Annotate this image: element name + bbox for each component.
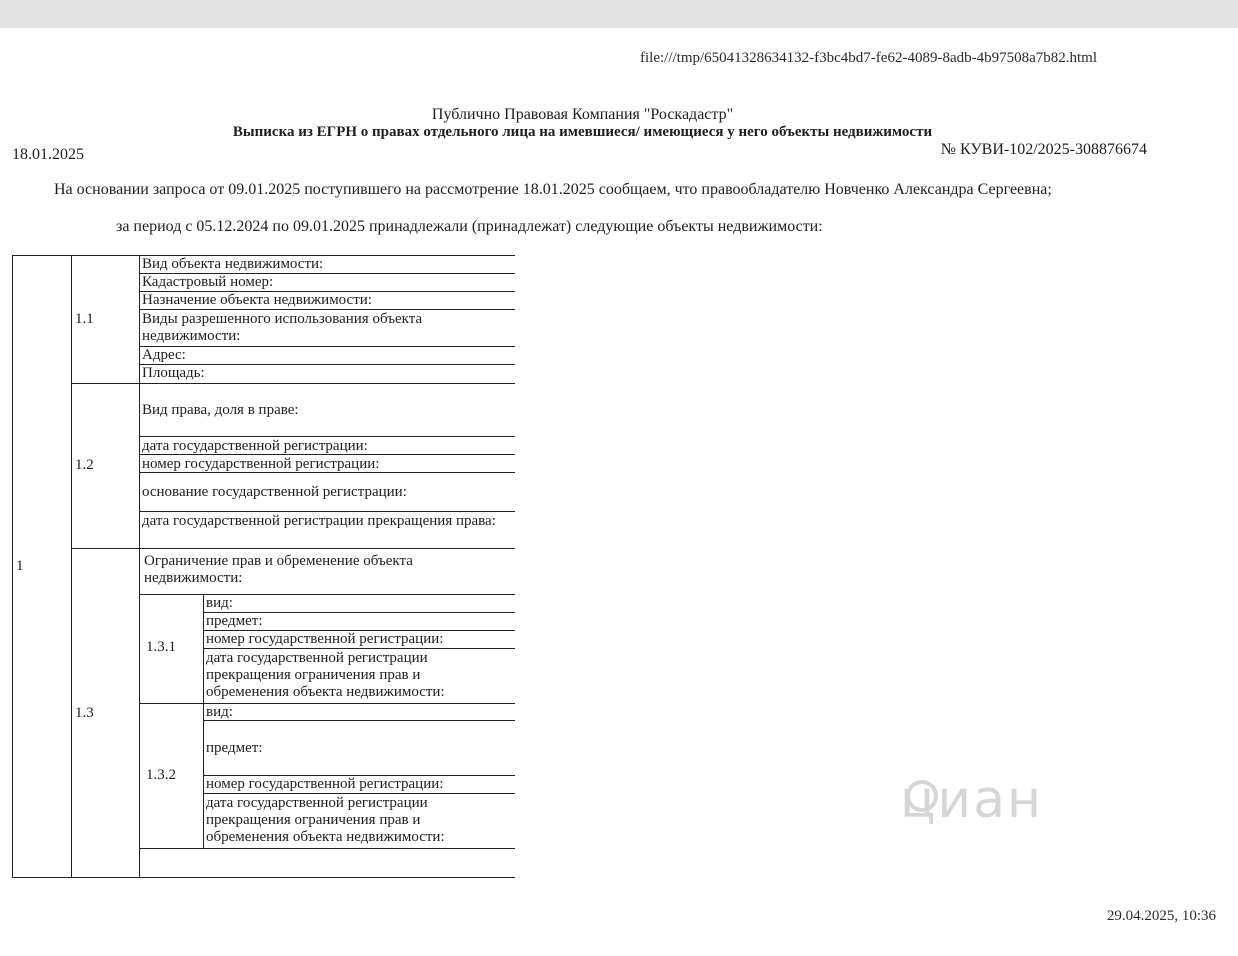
- file-url: file:///tmp/65041328634132-f3bc4bd7-fe62-4089-8adb-4b97508a7b82.html: [640, 50, 1098, 66]
- field-label: Адрес:: [142, 347, 186, 363]
- field-label: Вид права, доля в праве:: [142, 402, 299, 418]
- section-number-1-1: 1.1: [75, 311, 94, 327]
- cian-watermark: циан: [900, 770, 1044, 830]
- field-label: Виды разрешенного использования объекта недвижимости:: [142, 311, 423, 344]
- field-label: Вид объекта недвижимости:: [142, 256, 324, 272]
- field-label: предмет:: [206, 740, 263, 756]
- document-title: Выписка из ЕГРН о правах отдельного лица на имевшиеся/ имеющиеся у него объекты недвижимости: [232, 124, 933, 140]
- period-paragraph: за период с 05.12.2024 по 09.01.2025 принадлежали (принадлежат) следующие объекты недвижимости:: [116, 218, 823, 235]
- field-label: номер государственной регистрации:: [142, 456, 380, 472]
- organization-name: Публично Правовая Компания "Роскадастр": [431, 106, 734, 123]
- section-number-1-3: 1.3: [75, 705, 94, 721]
- document-page: [0, 28, 1238, 956]
- field-label: основание государственной регистрации:: [142, 484, 407, 500]
- field-label: дата государственной регистрации прекращения права:: [142, 513, 496, 529]
- field-label: Назначение объекта недвижимости:: [142, 292, 372, 308]
- restriction-header: Ограничение прав и обременение объекта недвижимости:: [144, 553, 413, 586]
- field-label: Кадастровый номер:: [142, 274, 274, 290]
- document-date: 18.01.2025: [12, 146, 84, 163]
- request-paragraph: На основании запроса от 09.01.2025 поступившего на рассмотрение 18.01.2025 сообщаем, что правообладателю Новченко Александра Сергеевна;: [54, 181, 1052, 198]
- section-number-1-3-1: 1.3.1: [146, 639, 176, 655]
- field-label: номер государственной регистрации:: [206, 776, 444, 792]
- field-label: Площадь:: [142, 365, 205, 381]
- field-label: дата государственной регистрации прекращения ограничения прав и обременения объекта недвижимости:: [206, 650, 445, 700]
- field-label: вид:: [206, 704, 233, 720]
- field-label: дата государственной регистрации прекращения ограничения прав и обременения объекта недвижимости:: [206, 795, 445, 845]
- field-label: вид:: [206, 595, 233, 611]
- section-number-1-3-2: 1.3.2: [146, 767, 176, 783]
- print-timestamp: 29.04.2025, 10:36: [1106, 908, 1216, 924]
- section-number-1-2: 1.2: [75, 457, 94, 473]
- document-number: № КУВИ-102/2025-308876674: [940, 141, 1147, 158]
- field-label: дата государственной регистрации:: [142, 438, 368, 454]
- row-number: 1: [16, 558, 24, 574]
- field-label: предмет:: [206, 613, 263, 629]
- field-label: номер государственной регистрации:: [206, 631, 444, 647]
